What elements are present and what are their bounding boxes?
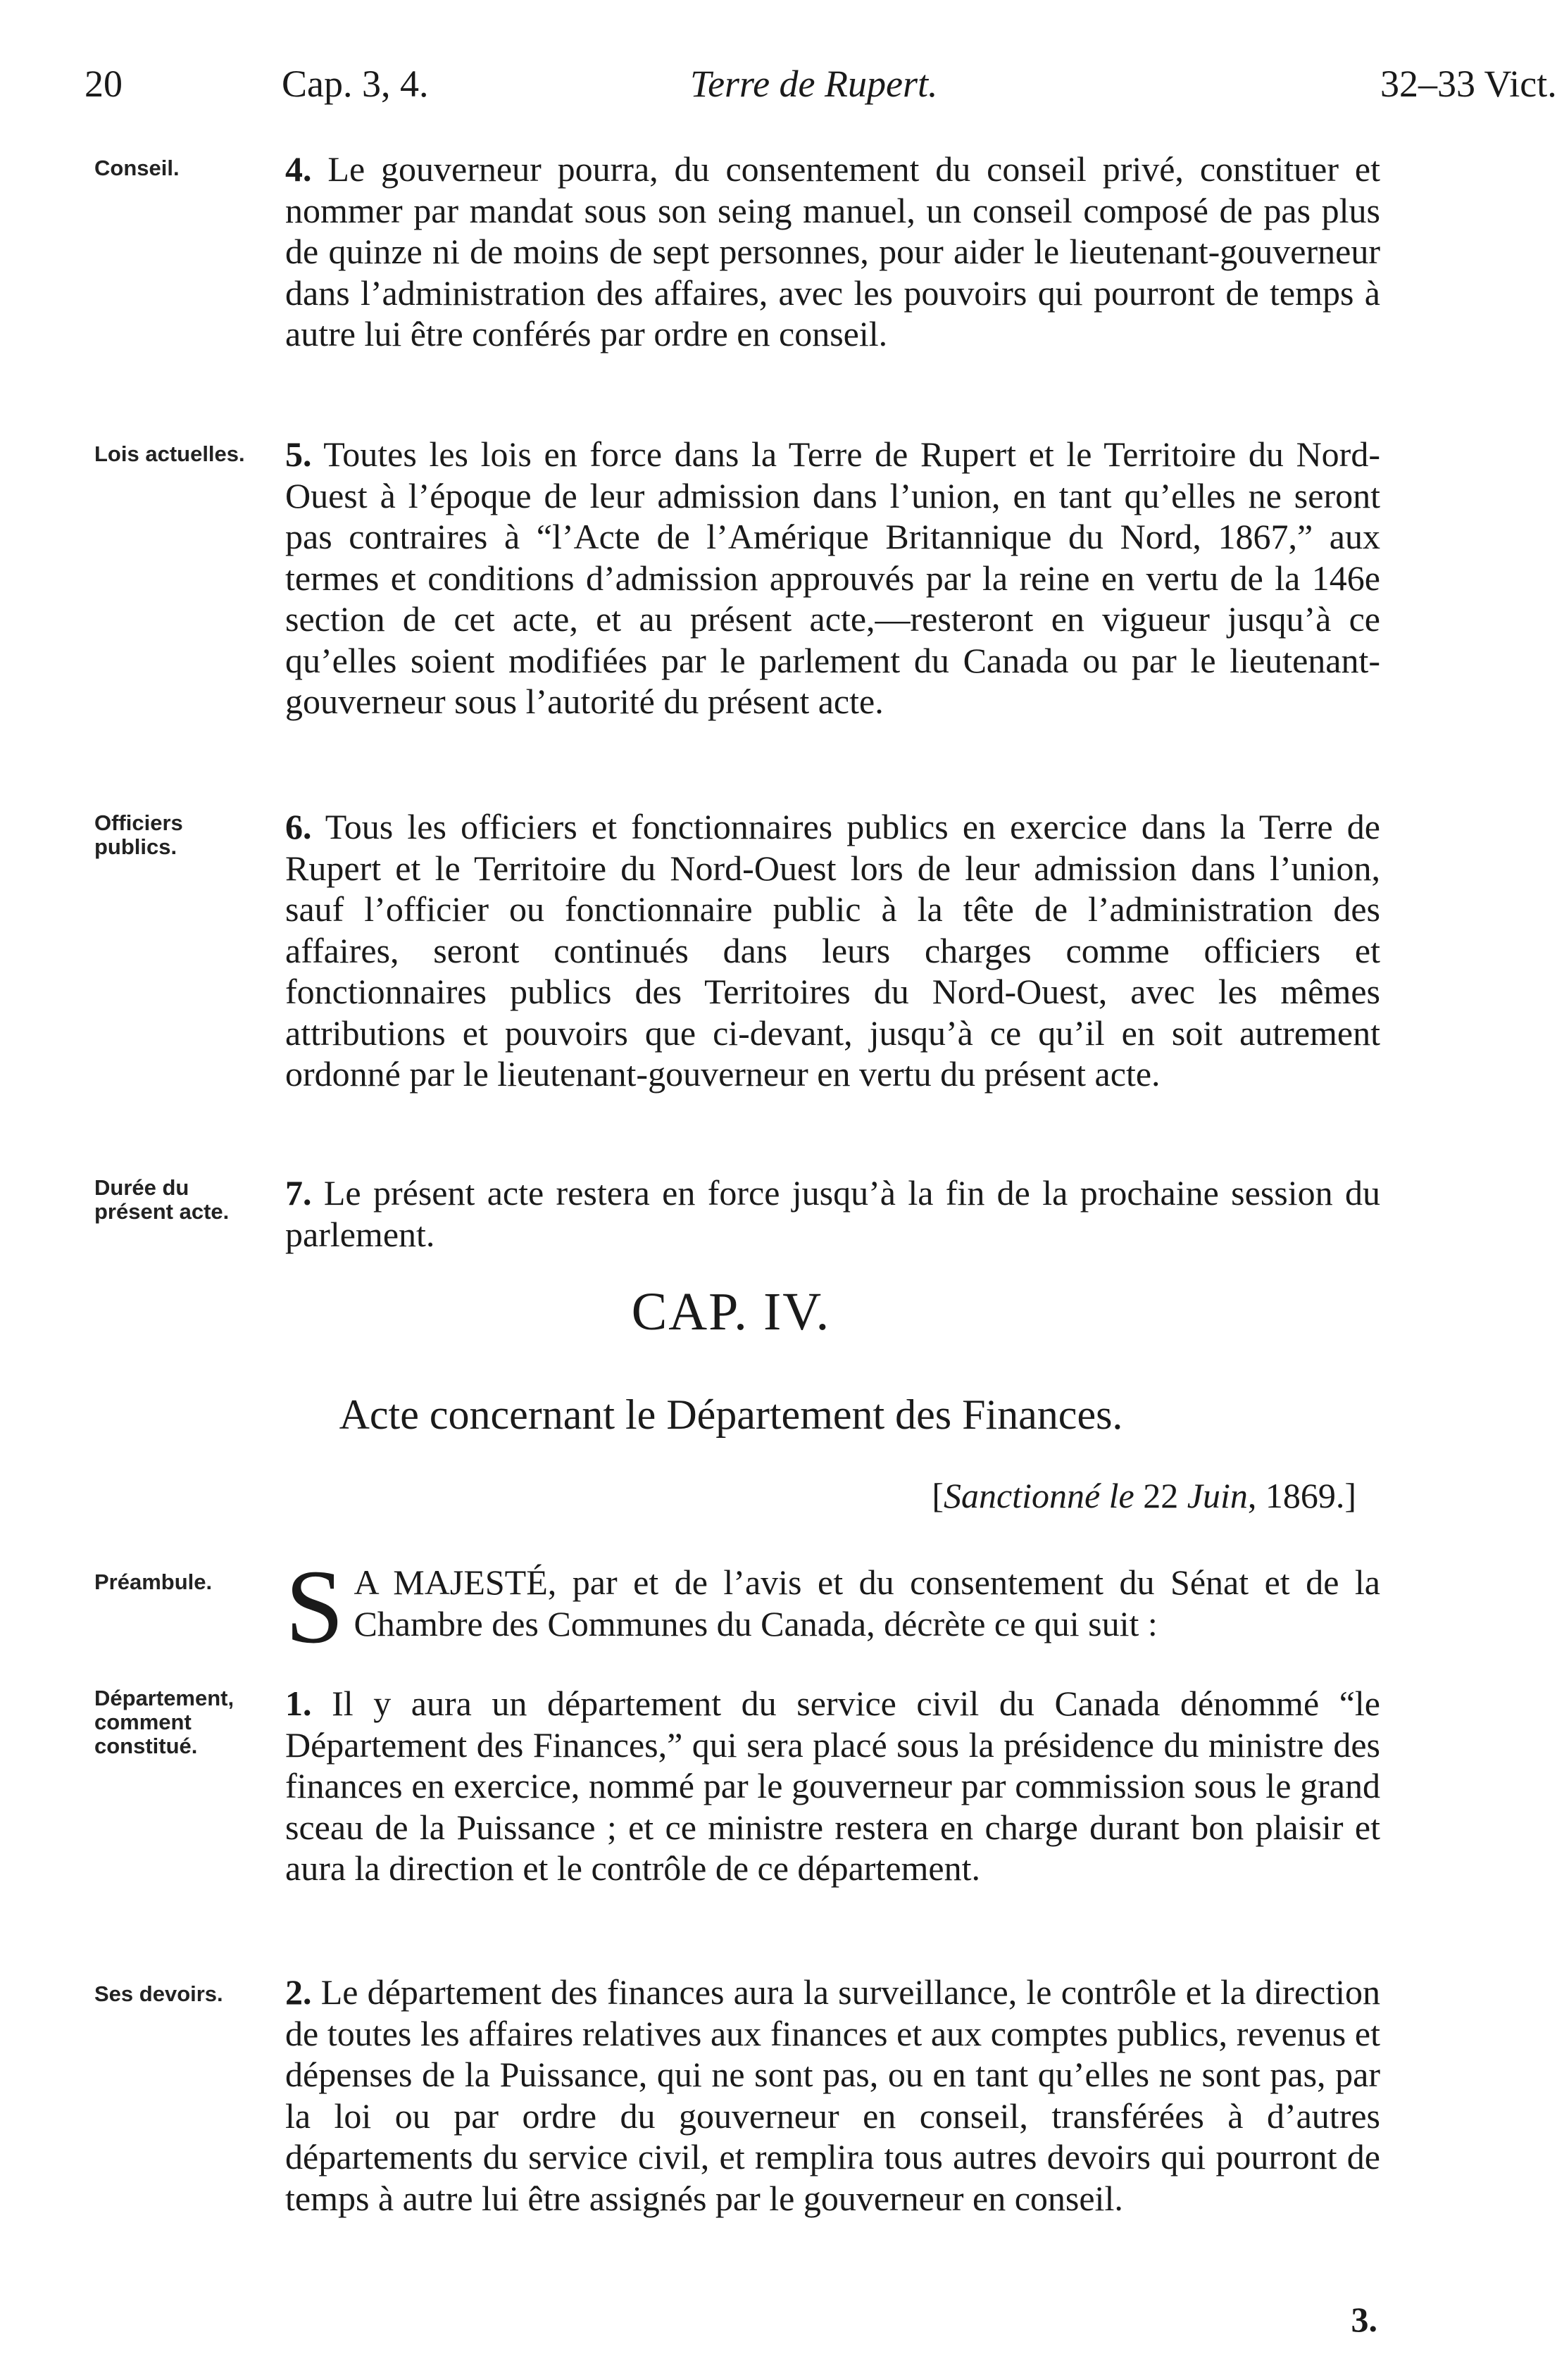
section-text: Le département des finances aura la surveillance, le contrôle et la direction de toutes les affaires relatives aux finances et aux comptes publics, revenus et dépenses de la Puissance, qui ne sont pas, ou en tant qu’elles ne sont pas, par la loi ou par ordre du gouverneur en conseil, transférées à d’autres départements du service civil, et remplira tous autres devoirs qui pourront de temps à autre lui être assignés par le gouverneur en conseil. <box>285 1972 1381 2218</box>
running-header: 20 Cap. 3, 4. Terre de Rupert. 32–33 Vict. <box>85 63 1557 105</box>
section-number: 6. <box>285 807 312 846</box>
section-number: 4. <box>285 149 312 189</box>
chapter-title: CAP. IV. <box>631 1282 831 1341</box>
margin-note-duree: Durée du présent acte. <box>94 1175 230 1224</box>
margin-note-departement: Département, comment constitué. <box>94 1686 235 1758</box>
section-4 <box>285 149 1380 355</box>
section-7 <box>285 1172 1380 1255</box>
margin-note-lois-actuelles: Lois actuelles. <box>94 441 245 466</box>
chapter-reference: Cap. 3, 4. <box>282 63 429 105</box>
chapter-subtitle: Acte concernant le Département des Finances. <box>339 1391 1123 1438</box>
section-text: Le présent acte restera en force jusqu’à la fin de la prochaine session du parlement. <box>285 1173 1380 1254</box>
section-5 <box>285 434 1380 722</box>
section-number: 2. <box>285 1972 312 2012</box>
section-text: Le gouverneur pourra, du consentement du conseil privé, constituer et nommer par mandat sous son seing manuel, un conseil composé de pas plus de quinze ni de moins de sept personnes, pour aider le lieutenant-gouverneur dans l’administration des affaires, avec les pouvoirs qui pourront de temps à autre lui être conférés par ordre en conseil. <box>285 149 1380 353</box>
margin-note-ses-devoirs: Ses devoirs. <box>94 1981 223 2006</box>
margin-note-preambule: Préambule. <box>94 1570 213 1594</box>
margin-note-officiers-publics: Officiers publics. <box>94 810 183 859</box>
page-number: 20 <box>85 63 123 105</box>
cap4-section-2 <box>285 1972 1380 2219</box>
section-text: Il y aura un département du service civil du Canada dénommé “le Département des Finances,” qui sera placé sous la présidence du ministre des finances en exercice, nommé par le gouverneur par commission sous le grand sceau de la Puissance ; et ce ministre restera en charge durant bon plaisir et aura la direction et le contrôle de ce département. <box>285 1684 1380 1888</box>
sanction-date: [Sanctionné le 22 Juin, 1869.] <box>932 1476 1356 1515</box>
margin-note-conseil: Conseil. <box>94 156 180 180</box>
running-title: Terre de Rupert. <box>690 63 938 105</box>
catchword: 3. <box>1351 2300 1377 2339</box>
drop-cap: S <box>285 1548 344 1665</box>
preamble-text: A MAJESTÉ, par et de l’avis et du consentement du Sénat et de la Chambre des Communes du Canada, décrète ce qui suit : <box>354 1562 1380 1643</box>
section-number: 5. <box>285 434 312 474</box>
cap4-section-1 <box>285 1683 1380 1889</box>
section-number: 7. <box>285 1173 312 1213</box>
section-text: Tous les officiers et fonctionnaires publics en exercice dans la Terre de Rupert et le Territoire du Nord-Ouest lors de leur admission dans l’union, sauf l’officier ou fonctionnaire public à la tête de l’administration des affaires, seront continués dans leurs charges comme officiers et fonctionnaires publics des Territoires du Nord-Ouest, avec les mêmes attributions et pouvoirs que ci-devant, jusqu’à ce qu’il en soit autrement ordonné par le lieutenant-gouverneur en vertu du présent acte. <box>285 807 1380 1094</box>
preamble <box>285 1548 1380 1665</box>
section-number: 1. <box>285 1684 312 1723</box>
section-text: Toutes les lois en force dans la Terre de Rupert et le Territoire du Nord-Ouest à l’époque de leur admission dans l’union, en tant qu’elles ne seront pas contraires à “l’Acte de l’Amérique Britannique du Nord, 1867,” aux termes et conditions d’admission approuvés par la reine en vertu de la 146e section de cet acte, et au présent acte,—resteront en vigueur jusqu’à ce qu’elles soient modifiées par le parlement du Canada ou par le lieutenant-gouverneur sous l’autorité du présent acte. <box>285 434 1380 721</box>
section-6 <box>285 806 1380 1095</box>
